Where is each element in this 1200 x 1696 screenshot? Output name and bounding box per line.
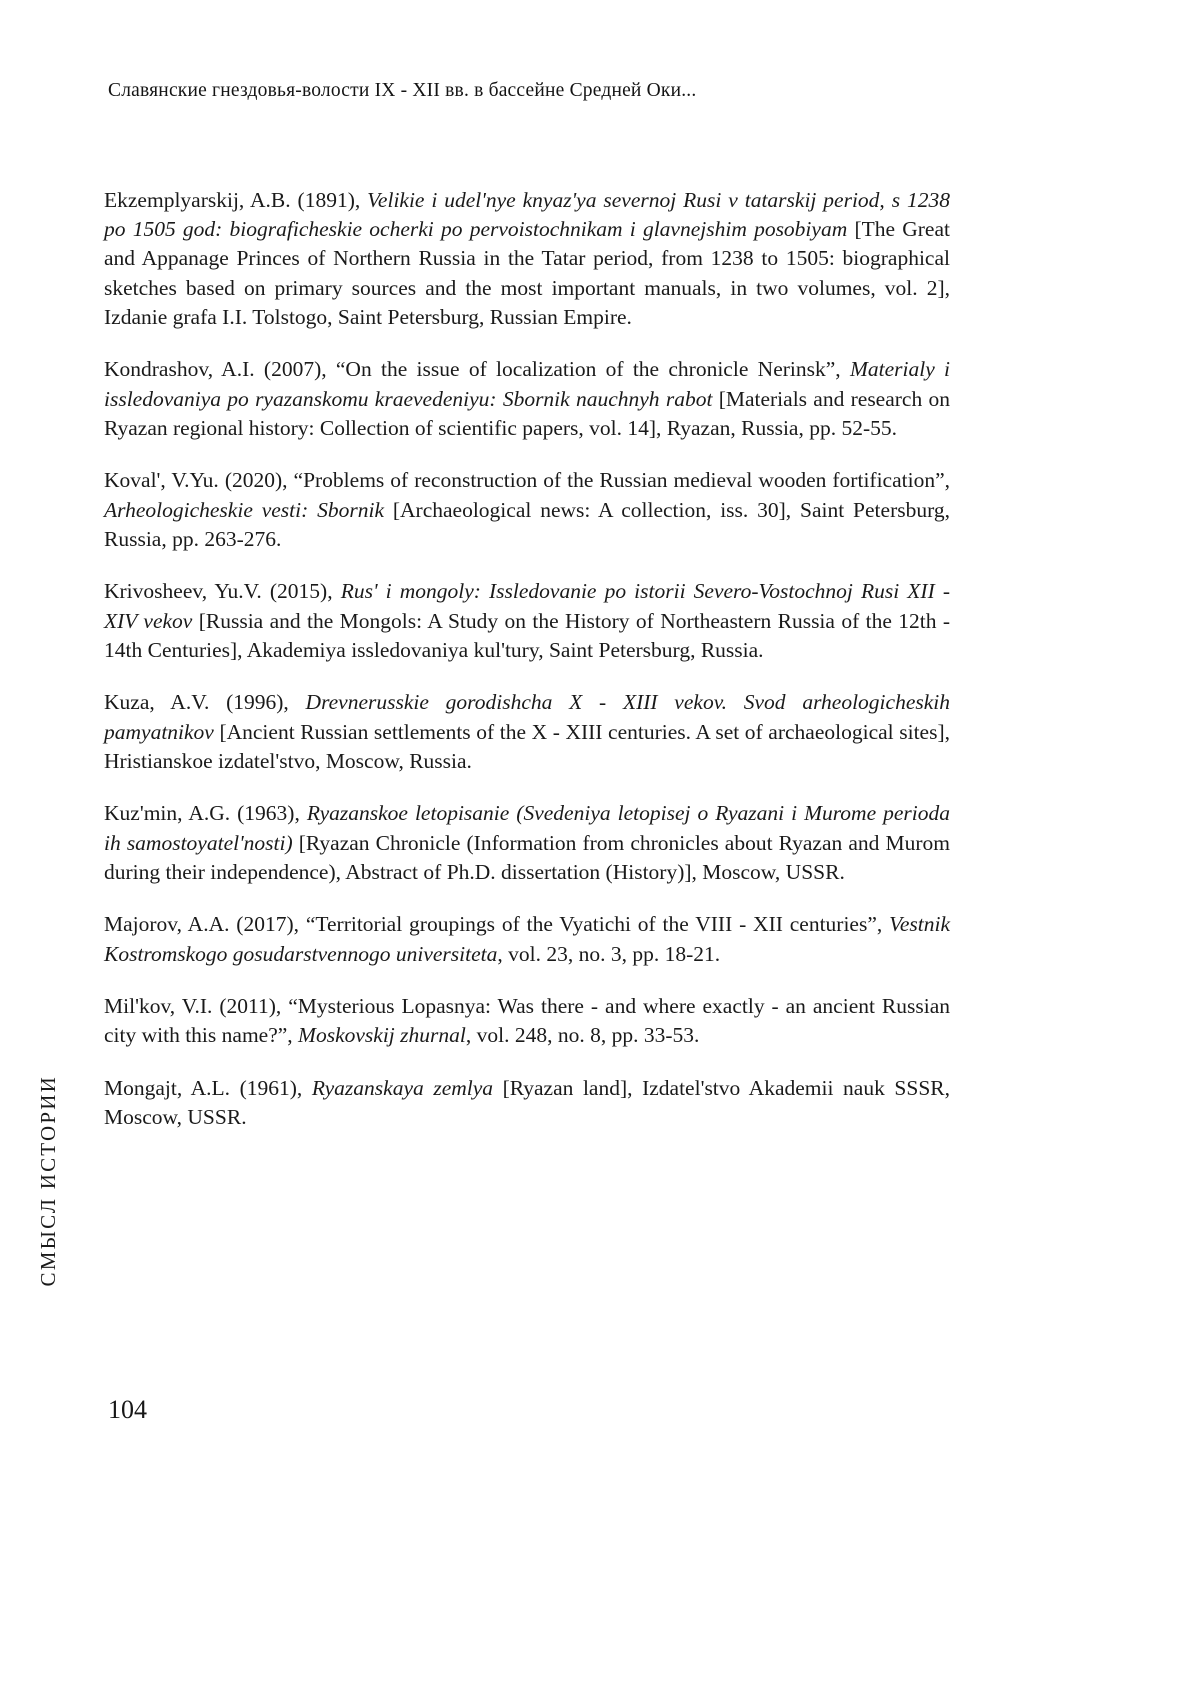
reference-entry xyxy=(104,910,950,969)
reference-entry xyxy=(104,186,950,333)
reference-title: Materialy i issledovaniya po ryazanskomu kraevedeniyu: Sbornik nauchnyh rabot xyxy=(104,357,950,411)
reference-text: Kuza, A.V. (1996), xyxy=(104,690,306,715)
reference-title: Ryazanskoe letopisanie (Svedeniya letopisej o Ryazani i Murome perioda ih samostoyatel'nosti) xyxy=(104,801,951,855)
reference-title: Drevnerusskie gorodishcha X - XIII vekov. Svod arheologicheskih pamyatnikov xyxy=(104,690,950,744)
reference-title: Rus' i mongoly: Issledovanie po istorii Severo-Vostochnoj Rusi XII - XIV vekov xyxy=(104,579,950,633)
reference-entry xyxy=(104,355,950,443)
reference-text: Kuz'min, A.G. (1963), xyxy=(104,801,307,826)
reference-text: [Ancient Russian settlements of the X - XIII centuries. A set of archaeological sites], Hristianskoe izdatel'stvo, Moscow, Russia. xyxy=(104,719,950,773)
reference-entry xyxy=(104,1074,950,1133)
reference-text: [Materials and research on Ryazan regional history: Collection of scientific papers, vol. 14], Ryazan, Russia, pp. 52-55. xyxy=(104,386,950,440)
reference-text: [Ryazan land], Izdatel'stvo Akademii nauk SSSR, Moscow, USSR. xyxy=(104,1075,950,1130)
reference-title: Vestnik Kostromskogo gosudarstvennogo universiteta xyxy=(104,912,950,966)
reference-text: Mongajt, A.L. (1961), xyxy=(104,1075,312,1100)
reference-text: , vol. 248, no. 8, pp. 33-53. xyxy=(465,1023,700,1048)
references-list xyxy=(104,164,950,1132)
reference-title: Ryazanskaya zemlya xyxy=(311,1075,494,1100)
reference-title: Arheologicheskie vesti: Sbornik xyxy=(104,497,385,522)
reference-text: Majorov, A.A. (2017), “Territorial groupings of the Vyatichi of the VIII - XII centuries”, xyxy=(104,912,890,937)
reference-text: Krivosheev, Yu.V. (2015), xyxy=(104,579,341,604)
reference-text: [Archaeological news: A collection, iss. 30], Saint Petersburg, Russia, pp. 263-276. xyxy=(104,497,950,551)
reference-text: Kondrashov, A.I. (2007), “On the issue of localization of the chronicle Nerinsk”, xyxy=(104,357,850,382)
section-side-label: СМЫСЛ ИСТОРИИ xyxy=(36,1075,60,1287)
reference-text: [Ryazan Chronicle (Information from chronicles about Ryazan and Murom during their independence), Abstract of Ph.D. dissertation (History)], Moscow, USSR. xyxy=(104,830,951,885)
reference-entry xyxy=(104,688,950,776)
reference-text: [Russia and the Mongols: A Study on the History of Northeastern Russia of the 12th - 14th Centuries], Akademiya issledovaniya kul'tury, Saint Petersburg, Russia. xyxy=(104,608,951,662)
reference-text: Koval', V.Yu. (2020), “Problems of reconstruction of the Russian medieval wooden fortification”, xyxy=(104,468,950,493)
reference-text: Mil'kov, V.I. (2011), “Mysterious Lopasnya: Was there - and where exactly - an ancient Russian city with this name?”, xyxy=(104,994,950,1048)
running-head: Славянские гнездовья-волости IX - XII вв. в бассейне Средней Оки... xyxy=(108,80,697,101)
page-number: 104 xyxy=(108,1395,147,1424)
reference-title: Velikie i udel'nye knyaz'ya severnoj Rusi v tatarskij period, s 1238 po 1505 god: biograficheskie ocherki po pervoistochnikam i glavnejshim posobiyam xyxy=(104,187,950,241)
reference-entry xyxy=(104,799,950,887)
reference-title: Moskovskij zhurnal xyxy=(298,1023,466,1048)
reference-entry xyxy=(104,577,950,665)
reference-text: , vol. 23, no. 3, pp. 18-21. xyxy=(497,941,721,966)
reference-entry xyxy=(104,466,950,554)
reference-text: Ekzemplyarskij, A.B. (1891), xyxy=(104,187,368,212)
reference-entry xyxy=(104,992,950,1051)
reference-text: [The Great and Appanage Princes of Northern Russia in the Tatar period, from 1238 to 1505: biographical sketches based on primary sources and the most important manuals, in two volumes, vol. 2], Izdanie grafa I.I. Tolstogo, Saint Petersburg, Russian Empire. xyxy=(104,216,950,329)
